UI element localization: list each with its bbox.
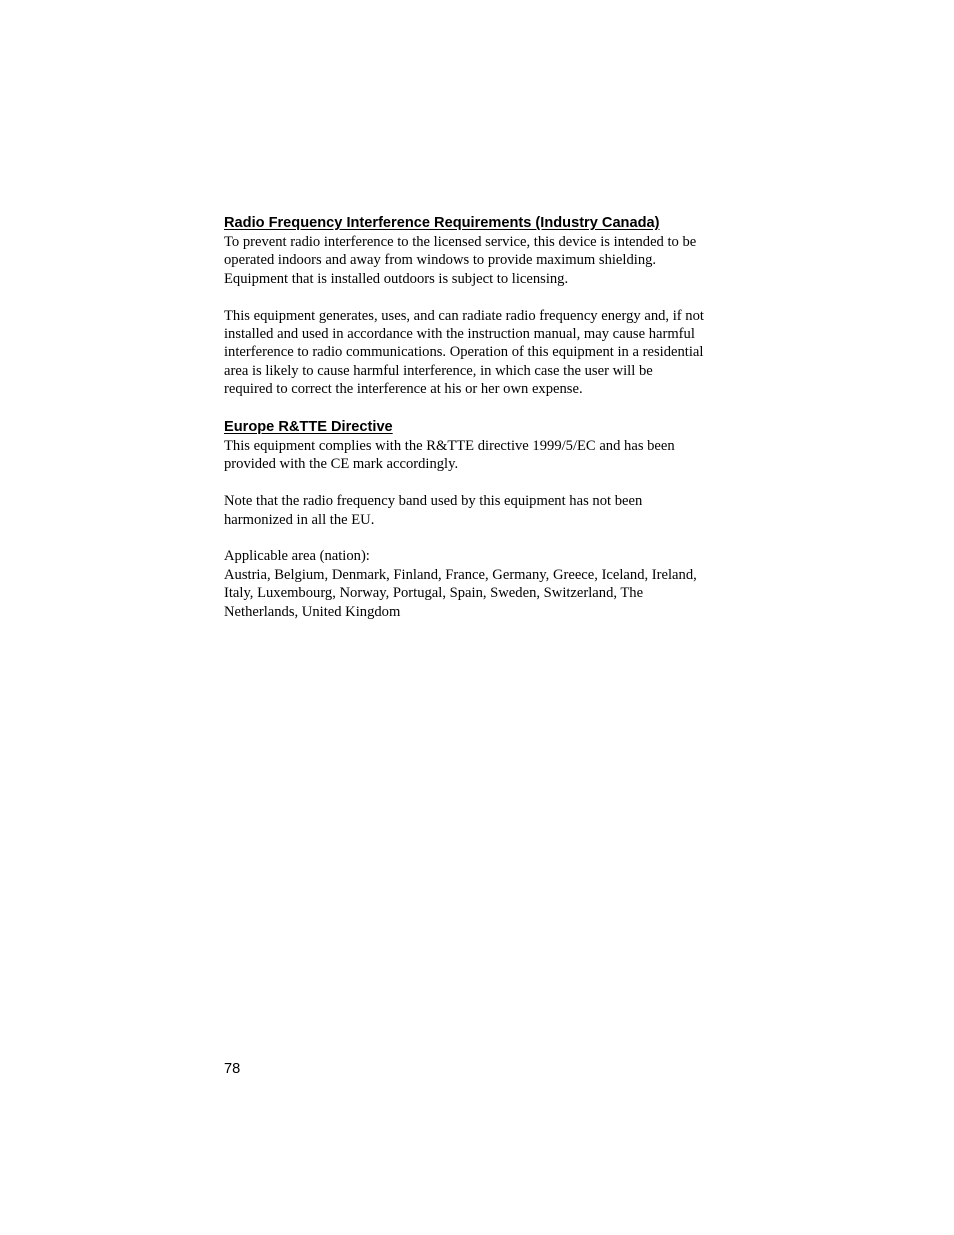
section-heading: Europe R&TTE Directive (224, 419, 393, 436)
section-heading: Radio Frequency Interference Requirements (Industry Canada) (224, 215, 660, 231)
paragraph: This equipment generates, uses, and can radiate radio frequency energy and, if not installed and used in accordance with the instruction manual, may cause harmful interference to radio communications. Operation of this equipment in a residential area is likely to cause harmful interference, in which case the user will be required to correct the interference at his or her own expense. (224, 307, 704, 398)
page-number: 78 (224, 1061, 241, 1077)
document-body (224, 213, 704, 621)
country-list: Austria, Belgium, Denmark, Finland, France, Germany, Greece, Iceland, Ireland, Italy, Luxembourg, Norway, Portugal, Spain, Sweden, Switzerland, The Netherlands, United Kingdom (224, 566, 697, 620)
section-europe-rtte (224, 417, 704, 621)
paragraph: This equipment complies with the R&TTE directive 1999/5/EC and has been provided with the CE mark accordingly. (224, 438, 675, 473)
section-industry-canada (224, 213, 704, 399)
applicable-area-label: Applicable area (nation): (224, 548, 370, 565)
paragraph: Note that the radio frequency band used by this equipment has not been harmonized in all the EU. (224, 493, 643, 528)
paragraph: To prevent radio interference to the licensed service, this device is intended to be operated indoors and away from windows to provide maximum shielding. Equipment that is installed outdoors is subject to licensing. (224, 234, 697, 287)
